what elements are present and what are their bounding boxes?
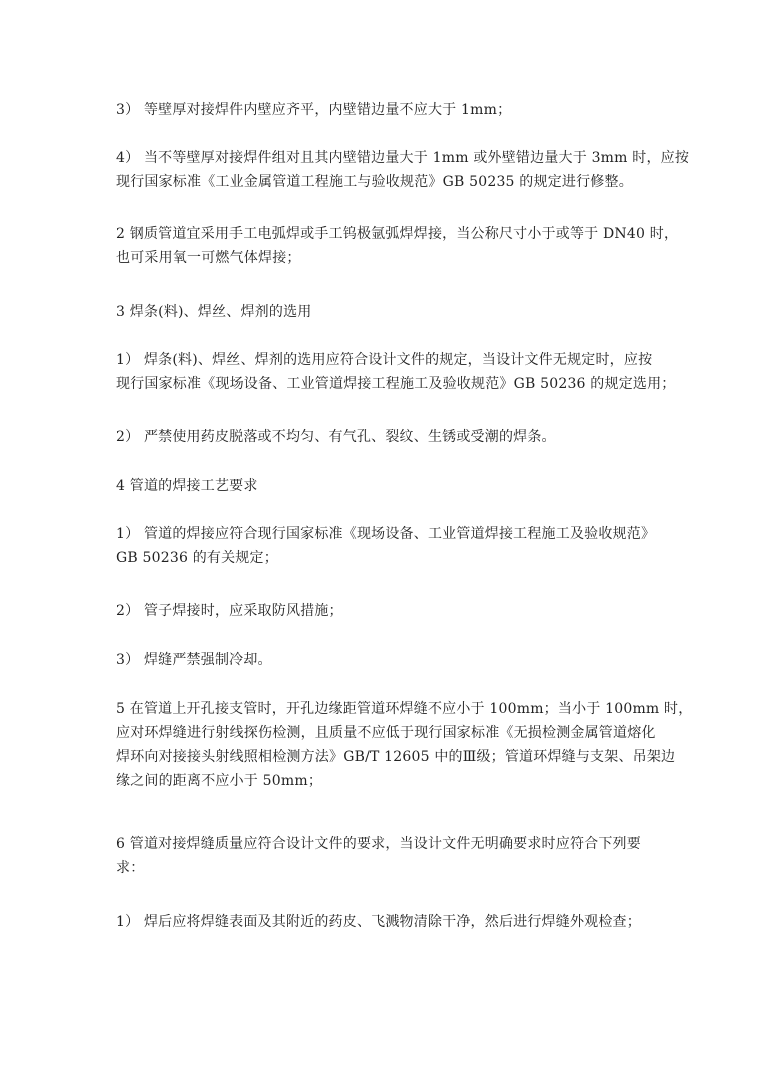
paragraph-item-1-post-weld-cleaning: [116, 910, 656, 934]
paragraph-section-3-heading: [116, 300, 656, 324]
paragraph-section-2-welding-method: [116, 222, 679, 270]
paragraph-line: 应对环焊缝进行射线探伤检测，且质量不应低于现行国家标准《无损检测金属管道熔化: [116, 725, 656, 741]
paragraph-line: 4） 当不等壁厚对接焊件组对且其内壁错边量大于 1mm 或外壁错边量大于 3mm 时，应按: [116, 150, 690, 166]
paragraph-line: 也可采用氧一可燃气体焊接；: [116, 250, 301, 266]
paragraph-line: 2） 管子焊接时，应采取防风措施；: [116, 603, 343, 619]
paragraph-line: 6 管道对接焊缝质量应符合设计文件的要求，当设计文件无明确要求时应符合下列要: [116, 836, 641, 852]
paragraph-line: GB 50236 的有关规定；: [116, 550, 278, 566]
paragraph-item-3-no-forced-cooling: [116, 648, 656, 672]
paragraph-item-3-wall-alignment: [116, 98, 656, 122]
paragraph-item-4-unequal-wall: [116, 146, 690, 194]
paragraph-line: 5 在管道上开孔接支管时，开孔边缘距管道环焊缝不应小于 100mm；当小于 100mm 时，: [116, 701, 693, 717]
paragraph-section-4-heading: [116, 474, 656, 498]
paragraph-item-1-welding-standard: [116, 522, 656, 570]
paragraph-line: 3） 焊缝严禁强制冷却。: [116, 652, 272, 668]
paragraph-line: 焊环向对接接头射线照相检测方法》GB/T 12605 中的Ⅲ级；管道环焊缝与支架、吊架边: [116, 749, 676, 765]
paragraph-item-2-wind-protection: [116, 599, 656, 623]
paragraph-section-6-weld-quality: [116, 832, 656, 880]
paragraph-line: 1） 焊条(料)、焊丝、焊剂的选用应符合设计文件的规定，当设计文件无规定时，应按: [116, 352, 653, 368]
paragraph-line: 1） 管道的焊接应符合现行国家标准《现场设备、工业管道焊接工程施工及验收规范》: [116, 526, 656, 542]
paragraph-line: 4 管道的焊接工艺要求: [116, 478, 258, 494]
paragraph-line: 3） 等壁厚对接焊件内壁应齐平，内壁错边量不应大于 1mm；: [116, 102, 512, 118]
paragraph-item-1-material-selection: [116, 348, 676, 396]
paragraph-line: 缘之间的距离不应小于 50mm；: [116, 773, 323, 789]
paragraph-line: 1） 焊后应将焊缝表面及其附近的药皮、飞溅物清除干净，然后进行焊缝外观检查；: [116, 914, 641, 930]
paragraph-line: 2） 严禁使用药皮脱落或不均匀、有气孔、裂纹、生锈或受潮的焊条。: [116, 429, 556, 445]
paragraph-line: 现行国家标准《工业金属管道工程施工与验收规范》GB 50235 的规定进行修整。: [116, 174, 633, 190]
paragraph-line: 现行国家标准《现场设备、工业管道焊接工程施工及验收规范》GB 50236 的规定选用；: [116, 376, 676, 392]
paragraph-line: 3 焊条(料)、焊丝、焊剂的选用: [116, 304, 312, 320]
paragraph-item-2-forbidden-electrodes: [116, 425, 656, 449]
paragraph-line: 2 钢质管道宜采用手工电弧焊或手工钨极氩弧焊焊接，当公称尺寸小于或等于 DN40 时，: [116, 226, 679, 242]
paragraph-line: 求：: [116, 860, 145, 876]
paragraph-section-5-branch-opening: [116, 697, 693, 793]
